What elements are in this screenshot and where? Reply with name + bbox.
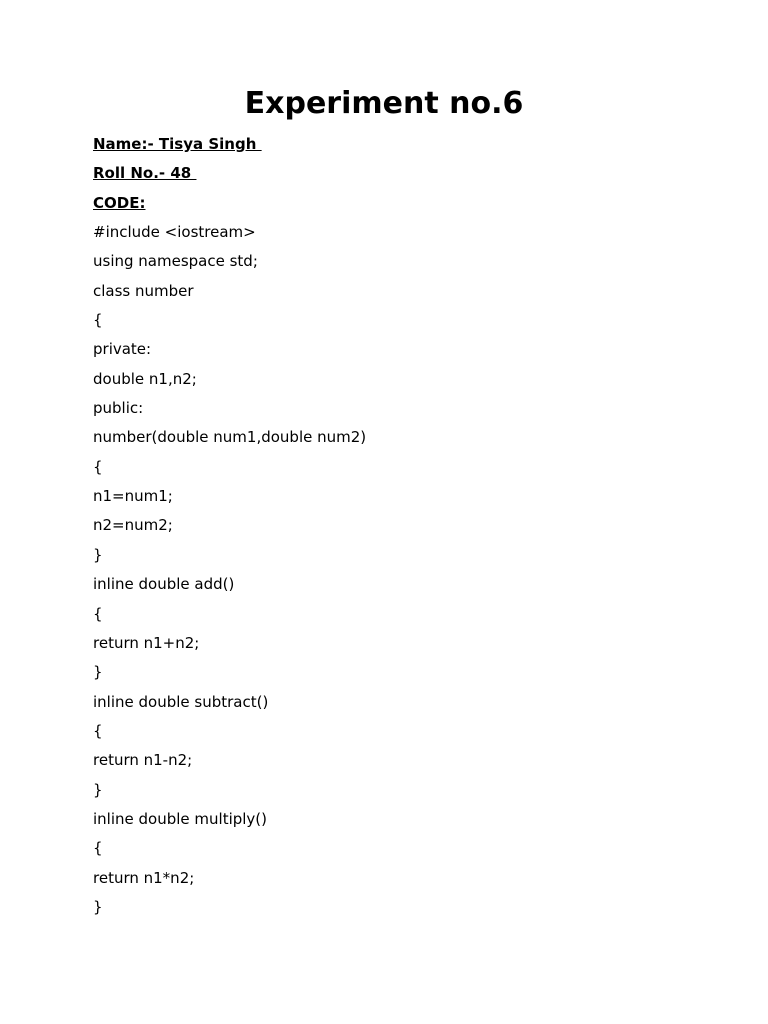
code-line: } xyxy=(93,780,103,799)
code-line: } xyxy=(93,897,103,916)
code-line: public: xyxy=(93,399,144,418)
code-line: } xyxy=(93,663,103,682)
code-line: n1=num1; xyxy=(93,487,173,506)
code-line: return n1-n2; xyxy=(93,751,193,770)
page-title: Experiment no.6 xyxy=(244,86,524,121)
code-line: number(double num1,double num2) xyxy=(93,428,367,447)
code-block xyxy=(93,220,713,924)
code-heading: CODE: xyxy=(93,193,146,212)
code-line: class number xyxy=(93,281,194,300)
student-name: Name:- Tisya Singh xyxy=(93,135,262,153)
code-line: n2=num2; xyxy=(93,516,173,535)
code-line: { xyxy=(93,311,103,330)
code-line: inline double multiply() xyxy=(93,809,268,828)
code-line: { xyxy=(93,604,103,623)
code-line: inline double add() xyxy=(93,575,235,594)
code-line: { xyxy=(93,721,103,740)
code-line: #include <iostream> xyxy=(93,223,256,242)
code-line: inline double subtract() xyxy=(93,692,269,711)
code-line: return n1+n2; xyxy=(93,633,200,652)
roll-number: Roll No.- 48 xyxy=(93,164,197,183)
code-line: { xyxy=(93,457,103,476)
code-line: private: xyxy=(93,340,152,359)
code-line: { xyxy=(93,839,103,858)
code-line: using namespace std; xyxy=(93,252,258,271)
code-line: } xyxy=(93,545,103,564)
code-line: return n1*n2; xyxy=(93,868,195,887)
document-body xyxy=(93,132,713,924)
code-line: double n1,n2; xyxy=(93,369,197,388)
